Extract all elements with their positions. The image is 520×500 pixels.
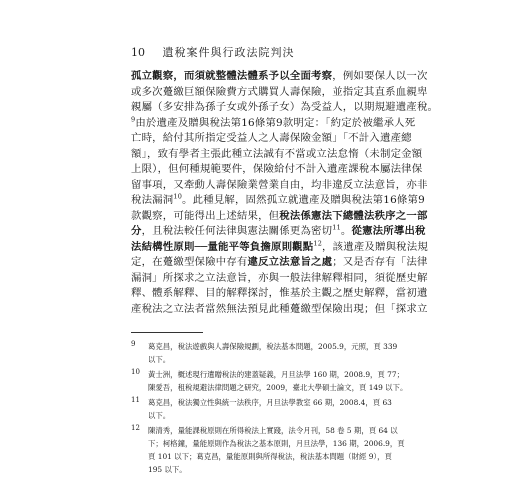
footnote-marker: 10 <box>173 192 183 201</box>
footnote-number: 12 <box>131 424 140 432</box>
body-line <box>131 223 426 240</box>
body-text-span: 定，在躉繳型保險中存有 <box>131 256 248 268</box>
body-line: 釋、體系解釋、目的解釋探討，惟基於主觀之歷史解釋，當初遺 <box>131 287 428 299</box>
body-line <box>131 209 428 225</box>
body-line <box>131 115 416 132</box>
running-head <box>131 46 295 60</box>
footnote-marker: 11 <box>332 223 341 232</box>
bold-emphasis: 法結構性原則──量能平等負擔原則觀點 <box>131 240 314 253</box>
body-text-span: ，且稅法較任何法律與憲法關係更為密切 <box>141 225 333 237</box>
footnote-text-line: 葛克昌，稅法獨立性與統一法秩序，月旦法學教室 66 期，2008.4，頁 63 <box>148 398 392 407</box>
body-line: 親屬（多安排為孫子女或外孫子女）為受益人，以期規避遺產稅。 <box>131 101 439 113</box>
body-text-span: 由於遺產及贈與稅法第16條第9款明定：「約定於被繼承人死 <box>135 116 416 129</box>
body-line <box>131 239 428 256</box>
footnote-item <box>131 368 408 394</box>
footnote-marker: 9 <box>131 115 136 124</box>
body-text-span: 。此種見解，固然孤立就遺產及贈與稅法第16條第9 <box>182 194 425 206</box>
body-text-span: ，例如要保人以一次 <box>332 70 428 82</box>
bold-emphasis: 違反立法意旨之處 <box>247 256 333 268</box>
footnote-item <box>131 396 401 422</box>
bold-emphasis: 從憲法所導出稅 <box>351 225 426 237</box>
footnote-text-line: 頁 101 以下；葛克昌，量能原則與所得稅法，稅法基本問題（財經 9），頁 <box>148 452 392 461</box>
body-line: 上限），但何種規範要件，保險給付不計入遺產課稅本屬法律保 <box>131 163 423 175</box>
book-title: 遺稅案件與行政法院判決 <box>162 46 295 59</box>
footnotes <box>131 340 408 478</box>
page-number: 10 <box>131 46 145 59</box>
footnote-text-line: 陳愛吾，租稅規避法律問題之研究，2009，臺北大學碩士論文，頁 149 以下。 <box>148 383 408 392</box>
body-line: 漏洞」所探求之立法意旨，亦與一般法律解釋相同，須從歷史解 <box>131 271 428 284</box>
footnote-number: 11 <box>131 396 140 404</box>
bold-emphasis: 分 <box>131 225 142 237</box>
footnote-marker: 12 <box>313 239 323 248</box>
footnote-text-line: 葛克昌，稅法遊戲與人壽保險規劃，稅法基本問題，2005.9，元照，頁 339 <box>148 342 398 351</box>
body-text <box>131 69 439 317</box>
footnote-number: 9 <box>131 340 136 348</box>
footnote-text-line: 下；柯格鐘，量能原則作為稅法之基本原則，月旦法學，136 期，2006.9，頁 <box>148 439 405 448</box>
body-text-span: 款觀察，可能得出上述結果，但 <box>131 209 280 222</box>
body-line <box>131 192 425 209</box>
footnote-text-line: 以下。 <box>148 355 171 364</box>
bold-emphasis: 孤立觀察，而須就整體法體系予以全面考察 <box>131 70 333 82</box>
body-line <box>131 69 428 85</box>
body-line: 產稅法之立法者當然無法預見此種躉繳型保險出現；但「探求立 <box>131 302 428 315</box>
body-text-span: ，該遺產及贈與稅法規 <box>322 240 428 253</box>
footnote-text-line: 以下。 <box>148 411 171 420</box>
body-text-span: 稅法漏洞 <box>131 194 174 206</box>
body-line <box>131 255 428 271</box>
body-text-span: ；又是否存有「法律 <box>332 256 428 268</box>
body-line: 亡時，給付其所指定受益人之人壽保險金額」「不計入遺產總 <box>131 132 412 144</box>
body-line: 或多次躉繳巨額保險費方式購買人壽保險，並指定其直系血親卑 <box>131 85 428 98</box>
body-text-span: 。 <box>340 225 352 237</box>
footnote-text-line: 黃士洲，概述現行遺贈稅法的建蓋疑義，月旦法學 160 期，2008.9，頁 77； <box>148 370 404 379</box>
footnote-text-line: 陳清秀，量能課稅原則在所得稅法上實踐，法令月刊，58 卷 5 期，頁 64 以 <box>148 426 398 435</box>
footnote-item <box>131 340 401 366</box>
body-line: 額」，致有學者主張此種立法誠有不當或立法怠惰（未制定金額 <box>131 147 423 160</box>
footnote-item <box>131 424 405 476</box>
footnote-number: 10 <box>131 368 140 376</box>
bold-emphasis: 稅法係憲法下總體法秩序之一部 <box>279 209 428 222</box>
footnote-separator <box>131 332 203 333</box>
footnote-text-line: 195 以下。 <box>148 465 187 474</box>
body-line: 留事項，又牽動人壽保險業營業自由，均非違反立法意旨，亦非 <box>131 178 428 191</box>
